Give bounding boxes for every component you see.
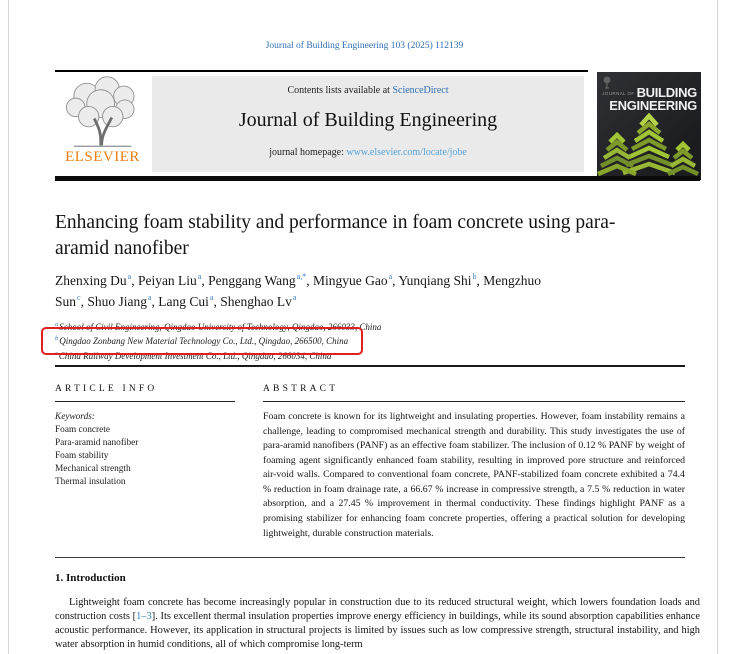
author: Mingyue Gao$^a$,	[312, 272, 399, 288]
author: Shenghao Lv$^a$	[220, 293, 297, 309]
citation-link[interactable]: 1–3	[136, 610, 152, 622]
author-list	[55, 268, 560, 310]
running-head-citation: Journal of Building Engineering 103 (2025) 112139	[265, 41, 464, 51]
page-left-edge	[8, 0, 9, 654]
keyword: Foam concrete	[55, 425, 110, 436]
cover-trees-graphic	[597, 72, 701, 180]
homepage-line: journal homepage: www.elsevier.com/locate/jobe	[269, 147, 467, 158]
elsevier-tree-icon	[55, 73, 150, 151]
keyword: Mechanical strength	[55, 464, 131, 475]
keywords-label: Keywords:	[55, 412, 95, 423]
abstract-column	[263, 384, 685, 541]
cover-title: JOURNAL OF BUILDING ENGINEERING	[602, 85, 697, 113]
keyword: Foam stability	[55, 451, 109, 462]
affiliation: $^b$Qingdao Zonbang New Material Technology Co., Ltd., Qingdao, 266500, China	[55, 335, 349, 347]
article-title: Enhancing foam stability and performance in foam concrete using para-aramid nanofiber	[55, 212, 616, 259]
affiliation-list	[55, 319, 575, 362]
header-bottom-bar	[55, 176, 700, 181]
author: Peiyan Liu$^a$,	[137, 272, 209, 288]
elsevier-wordmark: ELSEVIER	[65, 149, 140, 165]
journal-cover-image	[597, 72, 701, 180]
author: Zhenxing Du$^a$,	[55, 272, 138, 288]
author: Penggang Wang$^{a,*}$,	[208, 272, 313, 288]
keyword: Thermal insulation	[55, 477, 126, 488]
page-right-edge	[717, 0, 718, 654]
author: Mengzhuo Sun$^c$,	[55, 272, 542, 309]
sciencedirect-link[interactable]: ScienceDirect	[392, 85, 449, 96]
journal-masthead	[152, 76, 584, 172]
section-heading-introduction: 1. Introduction	[55, 572, 126, 584]
divider-rule	[55, 365, 685, 367]
article-info-column	[55, 384, 235, 489]
keyword-list	[55, 424, 235, 489]
header-top-rule	[55, 70, 588, 72]
contents-line: Contents lists available at ScienceDirect	[287, 85, 449, 96]
author: Lang Cui$^a$,	[158, 293, 221, 309]
affiliation: $^c$China Railway Development Investment Co., Ltd., Qingdao, 266034, China	[55, 349, 332, 361]
author: Yunqiang Shi$^b$,	[398, 272, 484, 288]
elsevier-logo[interactable]	[55, 73, 150, 175]
author: Shuo Jiang$^a$,	[87, 293, 159, 309]
homepage-link[interactable]: www.elsevier.com/locate/jobe	[346, 147, 467, 158]
abstract-heading: ABSTRACT	[263, 384, 339, 394]
article-info-rule	[55, 401, 235, 402]
journal-title: Journal of Building Engineering	[238, 109, 498, 131]
affiliation: $^a$School of Civil Engineering, Qingdao University of Technology, Qingdao, 266033, China	[55, 321, 382, 332]
abstract-bottom-rule	[55, 557, 685, 558]
article-info-heading: ARTICLE INFO	[55, 384, 158, 394]
keywords-block	[55, 411, 235, 489]
intro-paragraph: Lightweight foam concrete has become increasingly popular in construction due to its reduced structural weight, which lowers foundation loads and construction costs [1–3]. Its excellent thermal insulation properties improve energy efficiency in buildings, while its sound absorption capabilities enhance acoustic performance. However, its application in structural projects is limited by issues such as low compressive strength, structural instability, and high water absorption in humid conditions, all of which compromise long-term	[55, 597, 701, 650]
keyword: Para-aramid nanofiber	[55, 438, 139, 449]
abstract-text: Foam concrete is known for its lightweight and insulating properties. However, foam instability remains a challenge, leading to compromised mechanical strength and durability. This study investigates the use of para-aramid nanofibers (PANF) as an effective foam stabilizer. The inclusion of 0.12 % PANF by weight of foaming agent significantly enhanced foam stability, resulting in improved pore structure and reinforced air-void walls. Compared to conventional foam concrete, PANF-stabilized foam concrete exhibited a 74.4 % reduction in foam drainage rate, a 66.67 % increase in compressive strength, a 7.5 % reduction in water absorption, and a 27.45 % improvement in thermal conductivity. These findings highlight PANF as a promising stabilizer for enhancing foam concrete properties, offering a practical solution for developing lightweight, durable construction materials.	[263, 411, 685, 539]
abstract-rule	[263, 401, 685, 402]
